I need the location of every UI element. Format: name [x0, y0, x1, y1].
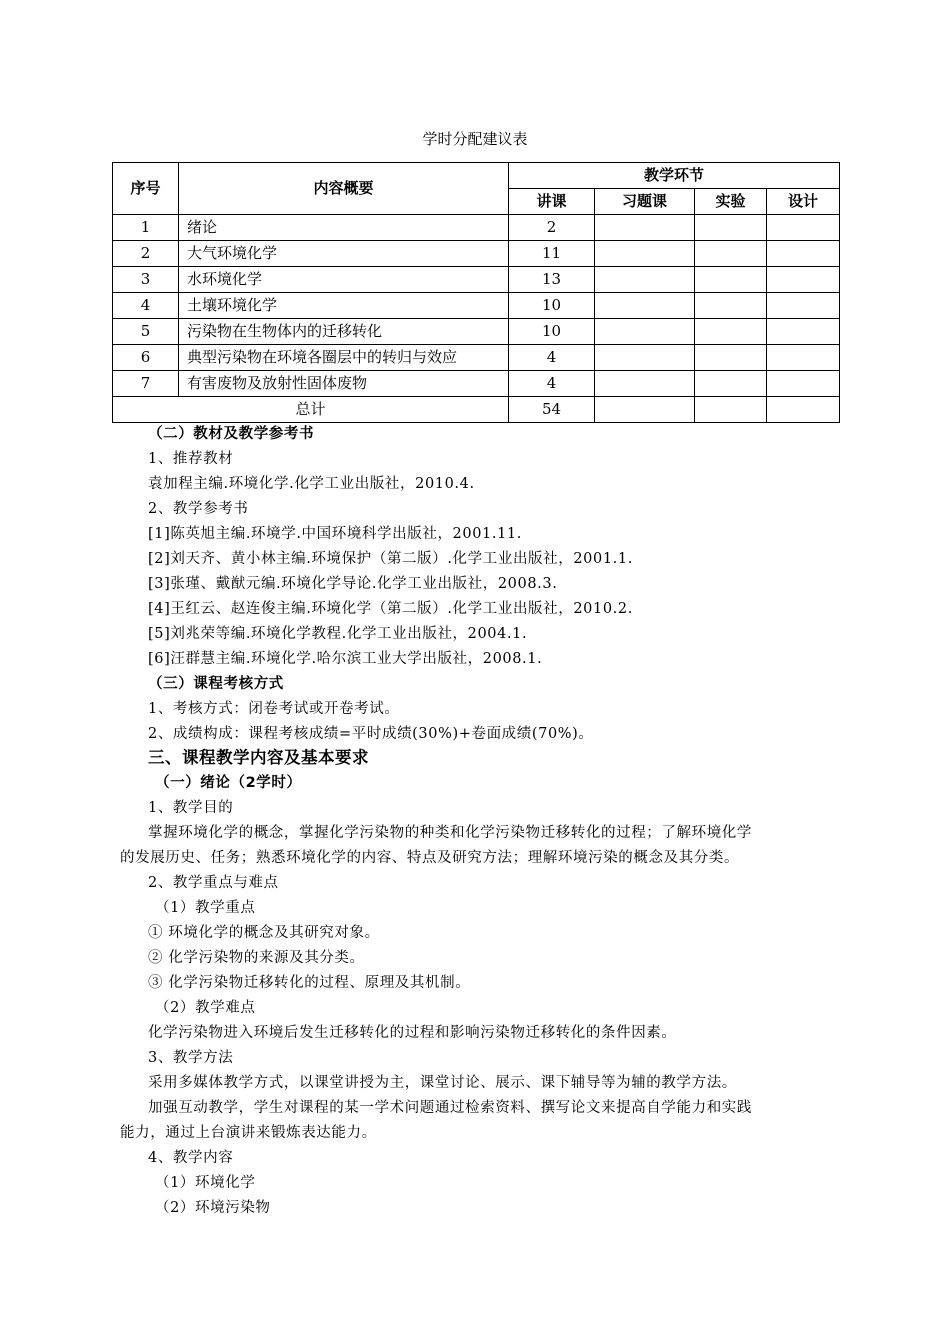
reference-item: [2]刘天齐、黄小林主编.环境保护（第二版）.化学工业出版社，2001.1.: [148, 551, 633, 567]
row-no: 7: [113, 371, 179, 397]
reference-item: [4]王红云、赵连俊主编.环境化学（第二版）.化学工业出版社，2010.2.: [148, 601, 633, 617]
row-design: [767, 241, 840, 267]
table-row: [113, 215, 840, 241]
assessment-grade: 2、成绩构成：课程考核成绩=平时成绩(30%)+卷面成绩(70%)。: [148, 726, 594, 742]
section3-heading: 三、课程教学内容及基本要求: [148, 748, 369, 767]
row-content: 有害废物及放射性固体废物: [179, 371, 509, 397]
row-experiment: [695, 241, 767, 267]
row-design: [767, 371, 840, 397]
difficulty-text: 化学污染物进入环境后发生迁移转化的过程和影响污染物迁移转化的条件因素。: [148, 1025, 677, 1041]
total-exercise: [595, 397, 695, 423]
key-point-item: ② 化学污染物的来源及其分类。: [148, 950, 365, 966]
row-content: 大气环境化学: [179, 241, 509, 267]
row-lecture: 2: [509, 215, 595, 241]
method-text-line2: 加强互动教学，学生对课程的某一学术问题通过检索资料、撰写论文来提高自学能力和实践: [148, 1100, 752, 1116]
method-text-line1: 采用多媒体教学方式，以课堂讲授为主，课堂讨论、展示、课下辅导等为辅的教学方法。: [148, 1075, 737, 1091]
recommended-heading: 1、推荐教材: [148, 451, 234, 467]
reference-item: [1]陈英旭主编.环境学.中国环境科学出版社，2001.11.: [148, 526, 522, 542]
row-content: 水环境化学: [179, 267, 509, 293]
key-heading: 2、教学重点与难点: [148, 875, 279, 891]
row-exercise: [595, 267, 695, 293]
row-exercise: [595, 241, 695, 267]
row-lecture: 10: [509, 319, 595, 345]
row-design: [767, 293, 840, 319]
key-points-heading: （1）教学重点: [155, 900, 256, 916]
assessment-method: 1、考核方式：闭卷考试或开卷考试。: [148, 701, 400, 717]
content-heading: 4、教学内容: [148, 1150, 234, 1166]
goal-text-line1: 掌握环境化学的概念，掌握化学污染物的种类和化学污染物迁移转化的过程；了解环境化学: [148, 825, 752, 841]
row-experiment: [695, 215, 767, 241]
row-content: 绪论: [179, 215, 509, 241]
total-experiment: [695, 397, 767, 423]
row-lecture: 10: [509, 293, 595, 319]
header-design: 设计: [767, 189, 840, 215]
table-row: [113, 345, 840, 371]
hours-table: [112, 162, 840, 423]
row-no: 4: [113, 293, 179, 319]
row-content: 污染物在生物体内的迁移转化: [179, 319, 509, 345]
header-section: 教学环节: [509, 163, 840, 189]
row-design: [767, 319, 840, 345]
row-exercise: [595, 371, 695, 397]
row-exercise: [595, 319, 695, 345]
table-row: [113, 371, 840, 397]
difficulty-heading: （2）教学难点: [155, 1000, 256, 1016]
table-row: [113, 267, 840, 293]
key-point-item: ③ 化学污染物迁移转化的过程、原理及其机制。: [148, 975, 471, 991]
table-total-row: [113, 397, 840, 423]
header-experiment: 实验: [695, 189, 767, 215]
table-row: [113, 293, 840, 319]
reference-item: [3]张瑾、戴猷元编.环境化学导论.化学工业出版社，2008.3.: [148, 576, 558, 592]
row-lecture: 4: [509, 345, 595, 371]
row-exercise: [595, 215, 695, 241]
key-point-item: ① 环境化学的概念及其研究对象。: [148, 925, 380, 941]
total-label: 总计: [113, 397, 509, 423]
row-design: [767, 345, 840, 371]
reference-item: [5]刘兆荣等编.环境化学教程.化学工业出版社，2004.1.: [148, 626, 528, 642]
total-lecture: 54: [509, 397, 595, 423]
method-heading: 3、教学方法: [148, 1050, 234, 1066]
content-item: （2）环境污染物: [155, 1200, 271, 1216]
total-design: [767, 397, 840, 423]
recommended-book: 袁加程主编.环境化学.化学工业出版社，2010.4.: [148, 476, 475, 492]
method-text-line3: 能力，通过上台演讲来锻炼表达能力。: [120, 1125, 377, 1141]
header-content: 内容概要: [179, 163, 509, 215]
header-exercise: 习题课: [595, 189, 695, 215]
header-no: 序号: [113, 163, 179, 215]
reference-item: [6]汪群慧主编.环境化学.哈尔滨工业大学出版社，2008.1.: [148, 651, 543, 667]
intro-heading: （一）绪论（2学时）: [155, 775, 302, 791]
row-experiment: [695, 345, 767, 371]
header-lecture: 讲课: [509, 189, 595, 215]
goal-text-line2: 的发展历史、任务；熟悉环境化学的内容、特点及研究方法；理解环境污染的概念及其分类。: [120, 850, 740, 866]
row-no: 3: [113, 267, 179, 293]
row-exercise: [595, 293, 695, 319]
table-row: [113, 319, 840, 345]
row-experiment: [695, 293, 767, 319]
row-lecture: 13: [509, 267, 595, 293]
row-design: [767, 267, 840, 293]
row-lecture: 4: [509, 371, 595, 397]
row-no: 6: [113, 345, 179, 371]
content-item: （1）环境化学: [155, 1175, 256, 1191]
row-design: [767, 215, 840, 241]
table-title: 学时分配建议表: [422, 130, 528, 148]
row-no: 1: [113, 215, 179, 241]
row-experiment: [695, 319, 767, 345]
row-experiment: [695, 371, 767, 397]
row-no: 2: [113, 241, 179, 267]
assessment-heading: （三）课程考核方式: [148, 676, 284, 692]
row-no: 5: [113, 319, 179, 345]
row-content: 典型污染物在环境各圈层中的转归与效应: [179, 345, 509, 371]
row-content: 土壤环境化学: [179, 293, 509, 319]
row-exercise: [595, 345, 695, 371]
references-heading: 2、教学参考书: [148, 501, 249, 517]
table-row: [113, 241, 840, 267]
row-lecture: 11: [509, 241, 595, 267]
goal-heading: 1、教学目的: [148, 800, 234, 816]
row-experiment: [695, 267, 767, 293]
textbooks-heading: （二）教材及教学参考书: [148, 426, 315, 442]
